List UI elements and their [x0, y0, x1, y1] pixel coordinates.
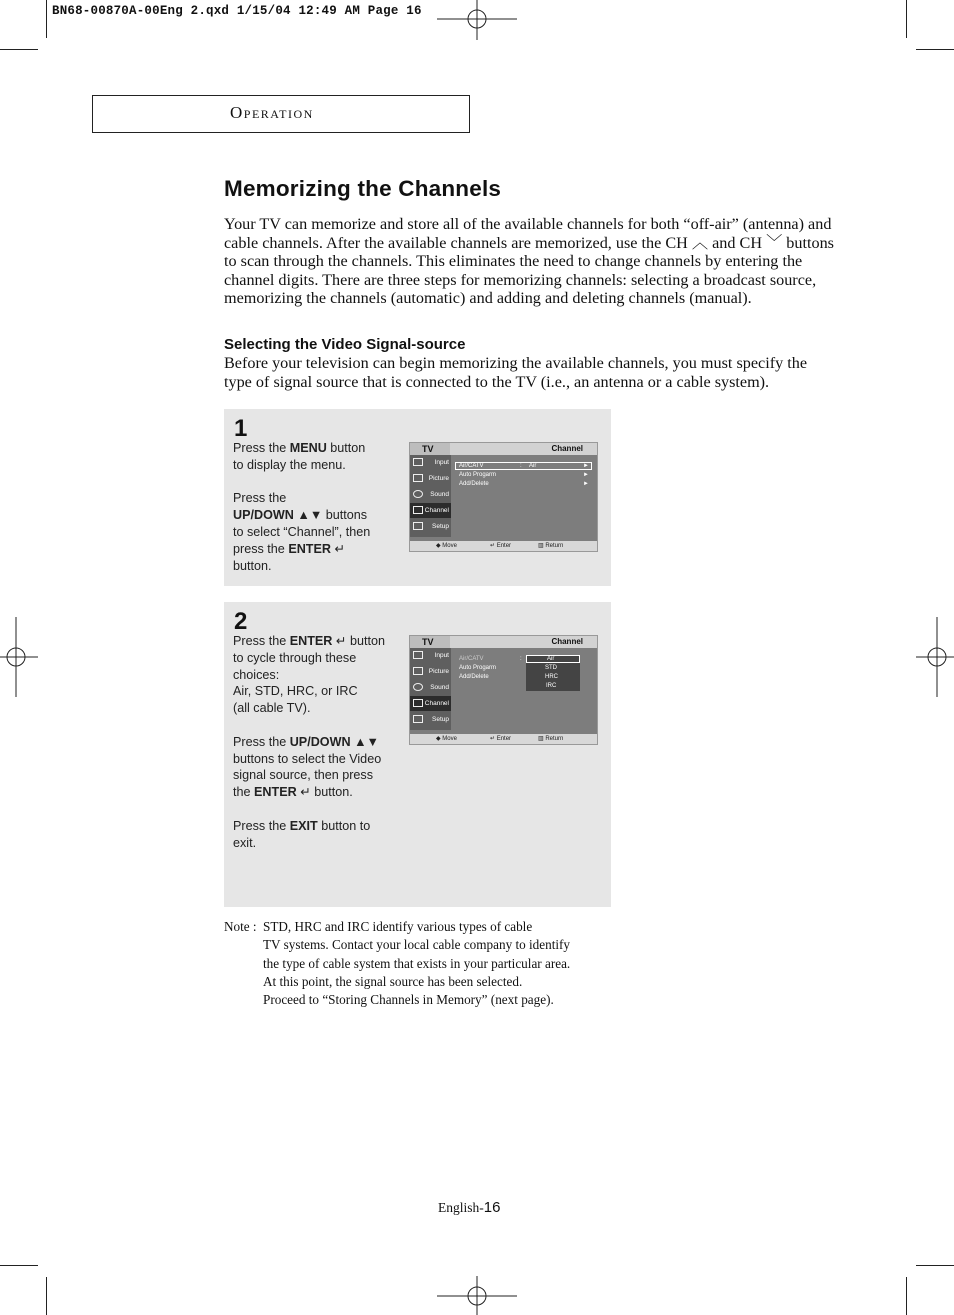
sound-icon — [413, 683, 423, 691]
input-icon — [413, 651, 423, 659]
osd-tv-label: TV — [422, 444, 434, 454]
step-2-instructions: Press the ENTER ↵ button to cycle through these choices: Air, STD, HRC, or IRC (all cable TV). Press the UP/DOWN ▲▼ buttons to select the Video signal source, then press the ENTER ↵ button. Press the EXIT button to exit. — [233, 634, 385, 850]
osd-option-std: STD — [545, 665, 557, 671]
osd-return-hint: ▥ Return — [538, 543, 564, 549]
registration-mark-right — [916, 617, 954, 697]
page-number: 16 — [483, 1199, 501, 1216]
setup-icon — [413, 522, 423, 530]
osd-title: Channel — [551, 444, 583, 453]
note-text: STD, HRC and IRC identify various types of cable TV systems. Contact your local cable company to identify the type of cable system that exists in your particular area. At this point, the signal source has been selected. Proceed to “Storing Channels in Memory” (next page). — [263, 919, 571, 1008]
osd-arrow: ► — [583, 481, 589, 487]
picture-icon — [413, 474, 423, 482]
crop-mark — [916, 1265, 954, 1266]
tv-menu-screen — [409, 635, 598, 745]
channel-icon — [413, 699, 423, 707]
osd-colon: : — [520, 656, 522, 662]
osd-menu-setup: Setup — [410, 519, 451, 534]
osd-menu-sound: Sound — [410, 487, 451, 502]
crop-mark — [0, 1265, 38, 1266]
osd-menu-setup: Setup — [410, 712, 451, 727]
crop-mark — [46, 1277, 47, 1315]
osd-arrow: ► — [583, 463, 589, 469]
registration-mark-left — [0, 617, 38, 697]
picture-icon — [413, 667, 423, 675]
osd-arrow: ► — [583, 472, 589, 478]
osd-menu-channel: Channel — [410, 503, 451, 518]
osd-row-value: Air — [529, 463, 537, 469]
osd-row-add-delete: Add/Delete — [459, 481, 489, 487]
osd-row-air-catv: Air/CATV — [459, 463, 484, 469]
subsection-title: Selecting the Video Signal-source — [224, 336, 466, 353]
osd-menu-sound: Sound — [410, 680, 451, 695]
osd-option-irc: IRC — [546, 683, 557, 689]
crop-mark — [916, 49, 954, 50]
footer-language: English- — [438, 1200, 484, 1215]
input-icon — [413, 458, 423, 466]
osd-enter-hint: ↵ Enter — [490, 736, 512, 742]
osd-move-hint: ◆ Move — [436, 543, 457, 549]
step-number: 1 — [234, 415, 248, 442]
osd-menu-input: Input — [410, 455, 451, 470]
tv-menu-screen — [409, 442, 598, 552]
osd-row-auto-program: Auto Progarm — [459, 665, 497, 671]
osd-row-auto-program: Auto Progarm — [459, 472, 497, 478]
page-title: Memorizing the Channels — [224, 176, 502, 201]
osd-move-hint: ◆ Move — [436, 736, 457, 742]
osd-option-hrc: HRC — [545, 674, 558, 680]
osd-option-air: Air — [547, 656, 555, 662]
sound-icon — [413, 490, 423, 498]
step-1-panel — [224, 409, 611, 586]
osd-row-air-catv: Air/CATV — [459, 656, 484, 662]
channel-icon — [413, 506, 423, 514]
osd-tv-label: TV — [422, 637, 434, 647]
osd-menu-picture: Picture — [410, 471, 451, 486]
step-2-panel — [224, 602, 611, 907]
osd-colon: : — [520, 463, 522, 469]
osd-row-add-delete: Add/Delete — [459, 674, 489, 680]
osd-enter-hint: ↵ Enter — [490, 543, 512, 549]
setup-icon — [413, 715, 423, 723]
file-info: BN68-00870A-00Eng 2.qxd 1/15/04 12:49 AM Page 16 — [52, 4, 422, 18]
intro-paragraph: Your TV can memorize and store all of the available channels for both “off-air” (antenna) and cable channels. After the available channels are memorized, use the CH ︿ and CH ﹀ buttons to scan through the channels. This eliminates the need to change channels by entering the channel digits. There are three steps for memorizing channels: selecting a broadcast source, memorizing the channels (automatic) and adding and deleting channels (manual). — [224, 215, 834, 308]
osd-menu-picture: Picture — [410, 664, 451, 679]
crop-mark — [906, 0, 907, 38]
registration-mark-bottom — [437, 1276, 517, 1315]
crop-mark — [46, 0, 47, 38]
step-1-instructions: Press the MENU button to display the menu. Press the UP/DOWN ▲▼ buttons to select “Channel”, then press the ENTER ↵ button. — [233, 441, 371, 573]
crop-mark — [906, 1277, 907, 1315]
osd-title: Channel — [551, 637, 583, 646]
step-number: 2 — [234, 608, 248, 635]
section-label: Operation — [230, 103, 314, 122]
subsection-text: Before your television can begin memorizing the available channels, you must specify the type of signal source that is connected to the TV (i.e., an antenna or a cable system). — [224, 354, 808, 391]
page-footer — [438, 1199, 500, 1216]
note — [224, 918, 644, 1009]
osd-menu-channel: Channel — [410, 696, 451, 711]
registration-mark-top — [437, 0, 517, 40]
note-label: Note : — [224, 919, 257, 934]
osd-return-hint: ▥ Return — [538, 736, 564, 742]
crop-mark — [0, 49, 38, 50]
osd-menu-input: Input — [410, 648, 451, 663]
